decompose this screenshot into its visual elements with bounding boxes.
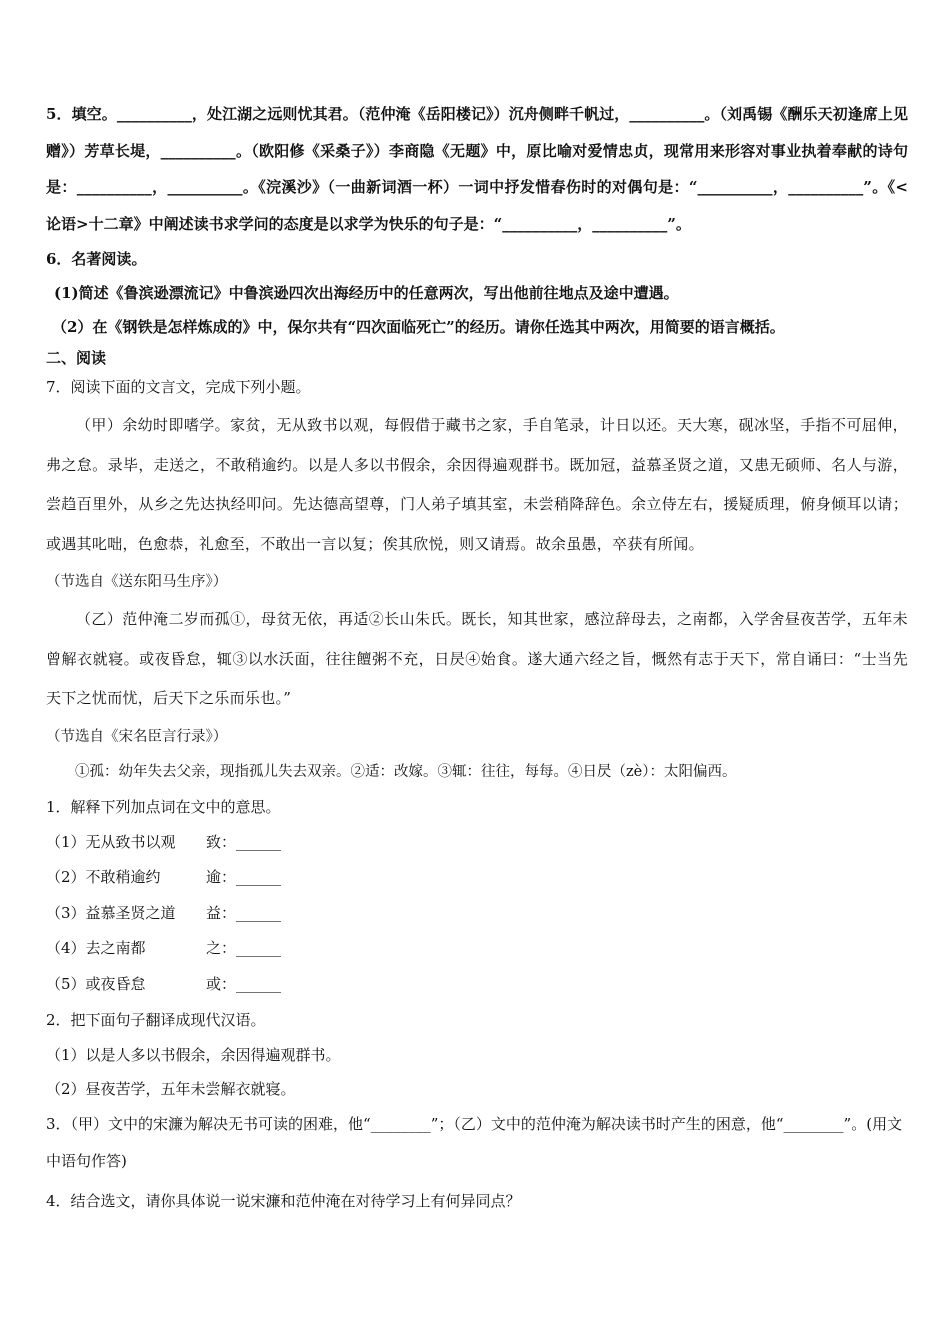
answer-blank: 之：______ (206, 939, 282, 957)
section-reading-title: 二、阅读 (46, 349, 107, 367)
passage-a-source: （节选自《送东阳马生序》） (46, 574, 228, 590)
answer-blank: 逾：______ (206, 868, 282, 886)
word-phrase: （3）益慕圣贤之道 (46, 903, 176, 922)
sub-question-1-list (46, 825, 908, 1003)
list-item (46, 896, 908, 932)
sub-question-4: 4．结合选文，请你具体说一说宋濂和范仲淹在对待学习上有何异同点？ (46, 1192, 521, 1210)
document-page (46, 96, 908, 1220)
question-5-fill-blank: 5．填空。__________，处江湖之远则忧其君。（范仲淹《岳阳楼记》）沉舟侧畔千帆过，__________。（刘禹锡《酬乐天初逢席上见赠》）芳草长堤，__________。（欧阳修《采桑子》）李商隐《无题》中，原比喻对爱情忠贞，现常用来形容对事业执着奉献的诗句是：__________，__________。《浣溪沙》（一曲新词酒一杯）一词中抒发惜春伤时的对偶句是：“__________，__________”。《<论语>十二章》中阐述读书求学问的态度是以求学为快乐的句子是：“__________，__________”。 (46, 105, 908, 233)
answer-blank: 益：______ (206, 903, 282, 922)
question-7-prompt: 7．阅读下面的文言文，完成下列小题。 (46, 378, 311, 396)
word-phrase: （5）或夜昏怠 (46, 974, 146, 993)
list-item (46, 825, 908, 861)
sub-question-1-prompt: 1．解释下列加点词在文中的意思。 (46, 797, 281, 816)
sub-question-2-item-1: （1）以是人多以书假余，余因得遍观群书。 (46, 1046, 341, 1064)
word-phrase: （2）不敢稍逾约 (46, 868, 161, 886)
word-phrase: （4）去之南都 (46, 939, 146, 957)
sub-question-3: 3．（甲）文中的宋濂为解决无书可读的困难，他“________”；（乙）文中的范仲淹为解决读书时产生的困意，他“________”。(用文中语句作答) (46, 1115, 903, 1170)
answer-blank: 致：______ (206, 832, 282, 851)
list-item (46, 967, 908, 1003)
question-6-item-1: (1)简述《鲁滨逊漂流记》中鲁滨逊四次出海经历中的任意两次，写出他前往地点及途中遭遇。 (54, 284, 679, 302)
list-item (46, 860, 908, 896)
passage-b-source: （节选自《宋名臣言行录》） (46, 728, 228, 745)
answer-blank: 或：______ (206, 974, 282, 993)
question-6-item-2: （2）在《钢铁是怎样炼成的》中，保尔共有“四次面临死亡”的经历。请你任选其中两次，用简要的语言概括。 (52, 318, 785, 336)
list-item (46, 931, 908, 967)
passage-notes: ①孤：幼年失去父亲，现指孤儿失去双亲。②适：改嫁。③辄：往往，每每。④日昃（zè）：太阳偏西。 (75, 763, 737, 780)
passage-b: （乙）范仲淹二岁而孤①，母贫无依，再适②长山朱氏。既长，知其世家，感泣辞母去，之南都，入学舍昼夜苦学，五年未曾解衣就寝。或夜昏怠，辄③以水沃面，往往饘粥不充，日昃④始食。遂大通六经之旨，慨然有志于天下，常自诵曰：“士当先天下之忧而忧，后天下之乐而乐也。” (46, 610, 908, 707)
question-6-title: 6．名著阅读。 (46, 250, 147, 268)
sub-question-2-prompt: 2．把下面句子翻译成现代汉语。 (46, 1011, 266, 1029)
sub-question-2-item-2: （2）昼夜苦学，五年未尝解衣就寝。 (46, 1080, 296, 1098)
passage-a: （甲）余幼时即嗜学。家贫，无从致书以观，每假借于藏书之家，手自笔录，计日以还。天大寒，砚冰坚，手指不可屈伸，弗之怠。录毕，走送之，不敢稍逾约。以是人多以书假余，余因得遍观群书。既加冠，益慕圣贤之道，又患无硕师、名人与游，尝趋百里外，从乡之先达执经叩问。先达德高望尊，门人弟子填其室，未尝稍降辞色。余立侍左右，援疑质理，俯身倾耳以请；或遇其叱咄，色愈恭，礼愈至，不敢出一言以复；俟其欣悦，则又请焉。故余虽愚，卒获有所闻。 (46, 416, 908, 553)
word-phrase: （1）无从致书以观 (46, 832, 176, 851)
